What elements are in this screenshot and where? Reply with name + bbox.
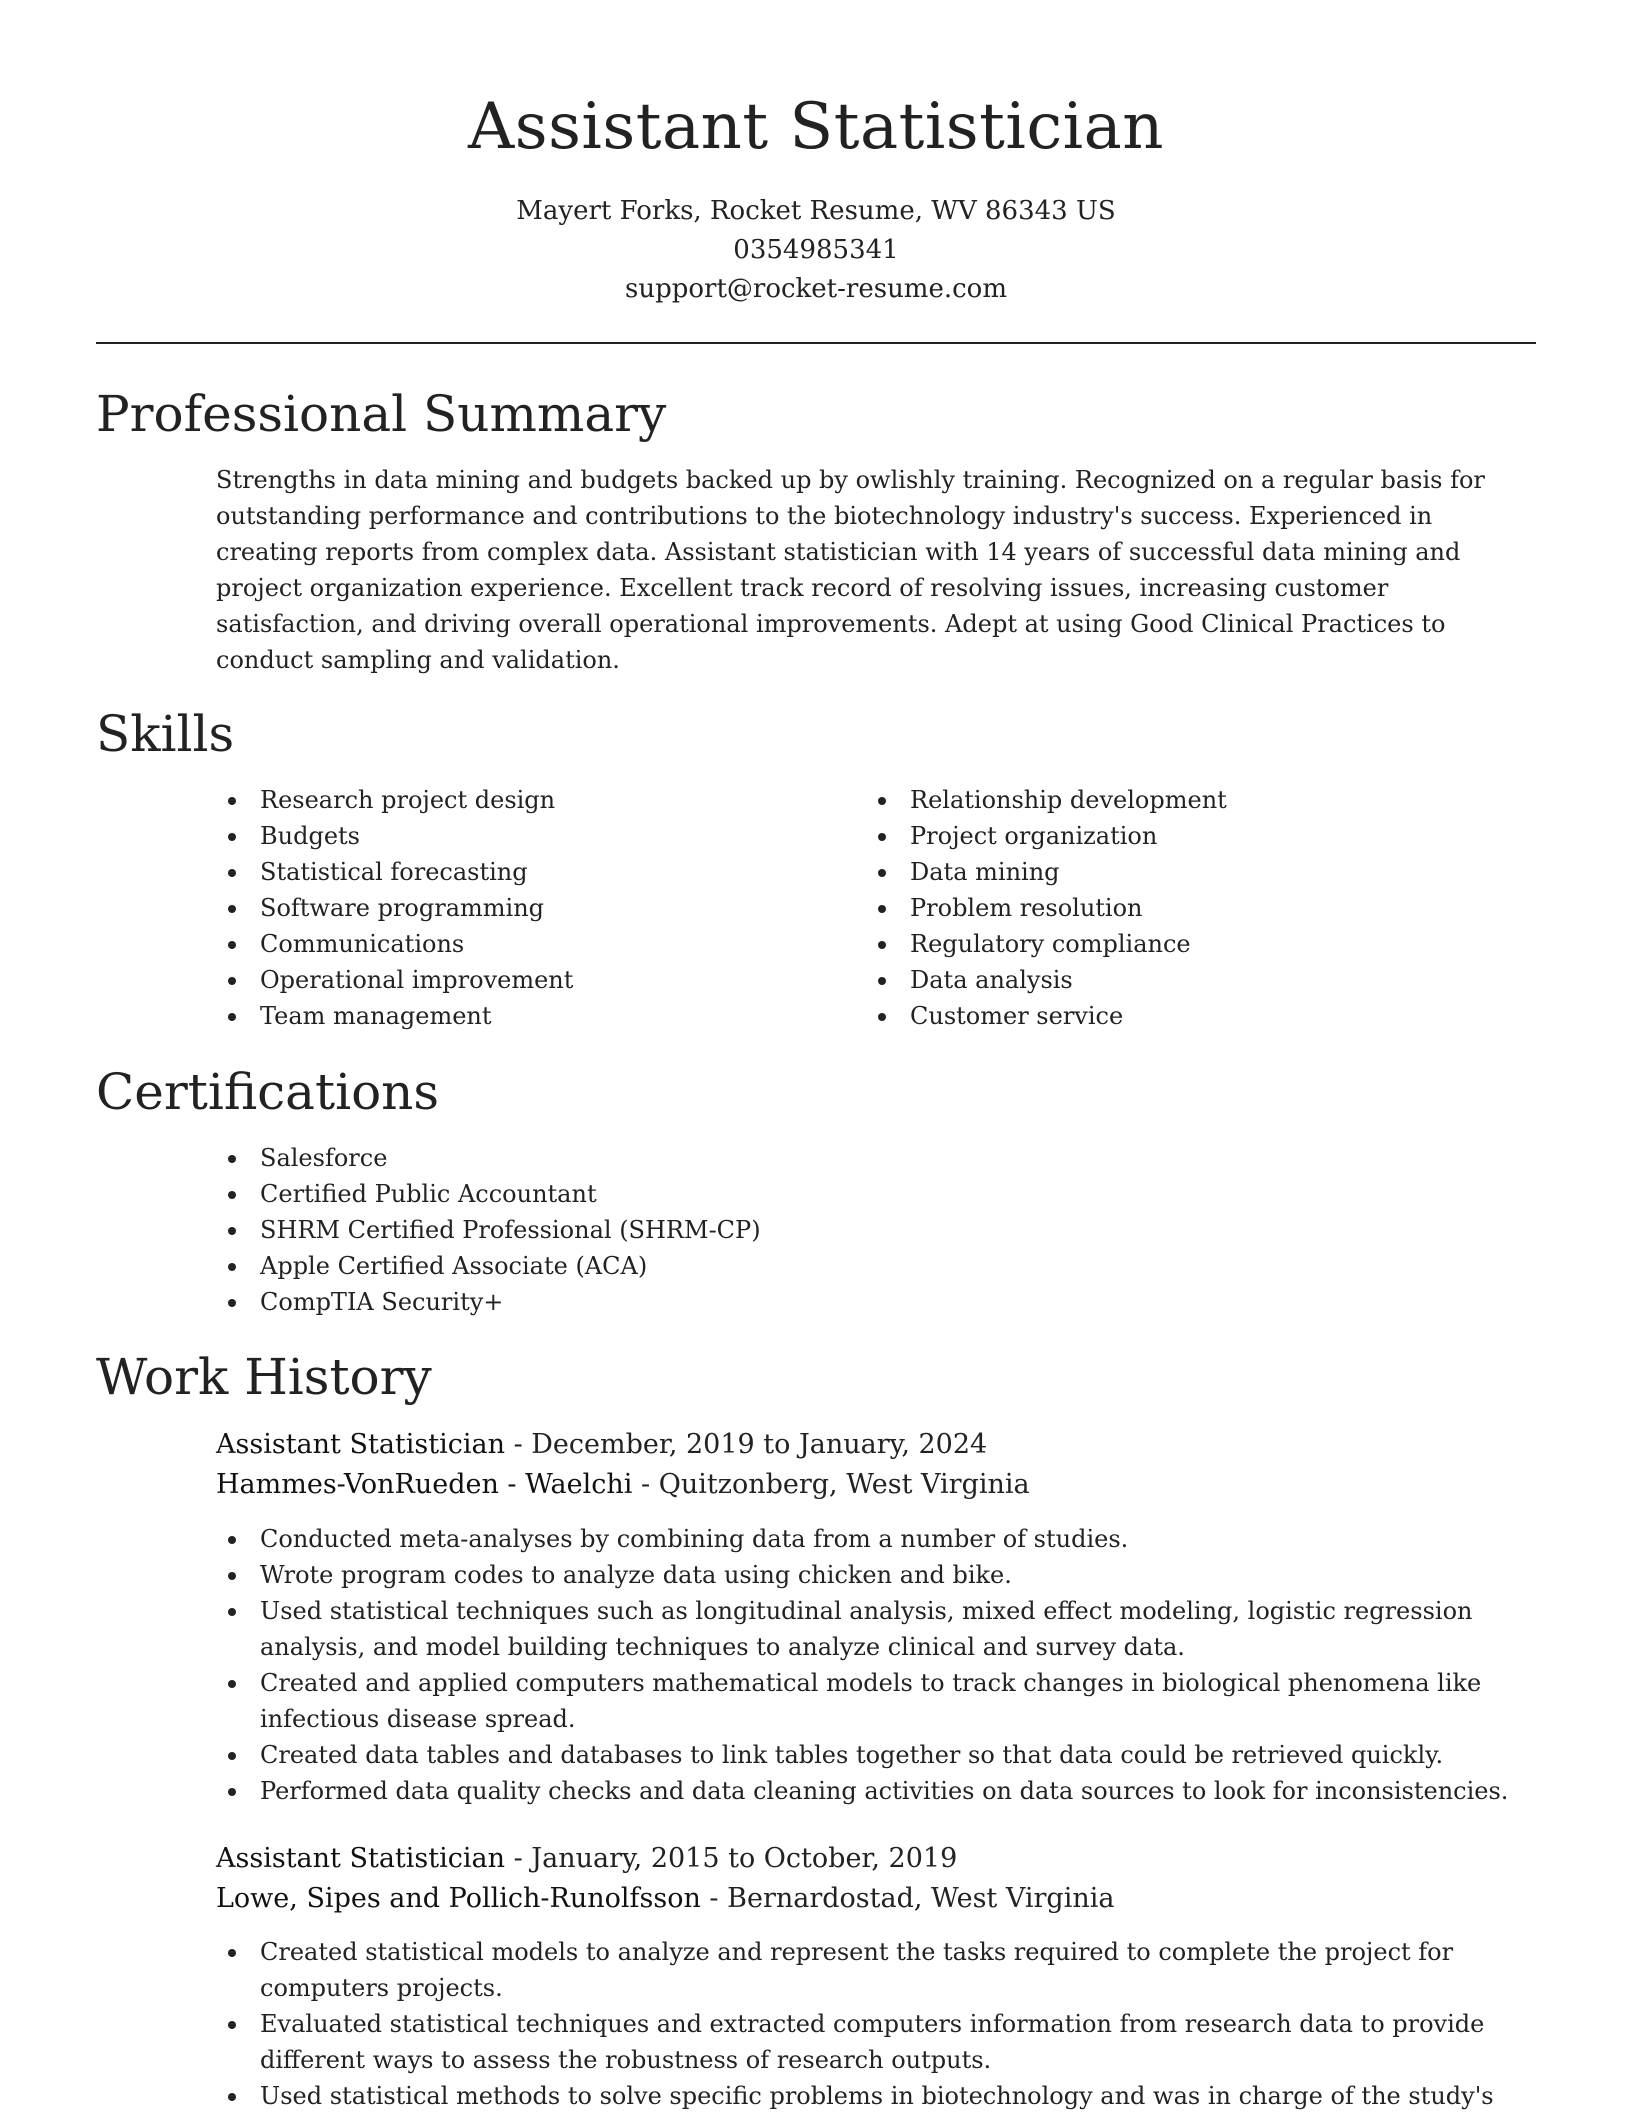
job-company: Lowe, Sipes and Pollich-Runolfsson [216,1883,701,1914]
contact-phone: 0354985341 [733,235,899,265]
skill-item: Project organization [866,818,1466,854]
job-title: Assistant Statistician [216,1843,505,1874]
certification-item: Certified Public Accountant [216,1176,1416,1212]
contact-email: support@rocket-resume.com [624,274,1007,304]
job-bullet: Wrote program codes to analyze data using chicken and bike. [216,1557,1536,1593]
skills-heading: Skills [96,705,235,763]
job-bullets [216,1934,1536,2114]
job-bullet: Performed data quality checks and data cleaning activities on data sources to look for inconsistencies. [216,1773,1536,1809]
job-dates: January, 2015 to October, 2019 [531,1843,958,1874]
certifications-list [216,1140,1416,1320]
certification-item: SHRM Certified Professional (SHRM-CP) [216,1212,1416,1248]
skill-item: Relationship development [866,782,1466,818]
job-title-line: Assistant Statistician - January, 2015 to October, 2019 [216,1843,958,1874]
summary-heading: Professional Summary [96,385,667,443]
job-bullet: Used statistical methods to solve specific problems in biotechnology and was in charge of the study's [216,2078,1536,2114]
skill-item: Data analysis [866,962,1466,998]
contact-info [0,192,1632,309]
header-divider [96,342,1536,344]
work-history-heading: Work History [96,1348,432,1406]
job-bullet: Conducted meta-analyses by combining data from a number of studies. [216,1521,1536,1557]
certification-item: Apple Certified Associate (ACA) [216,1248,1416,1284]
job-location: Quitzonberg, West Virginia [658,1469,1030,1500]
job-bullet: Created and applied computers mathematical models to track changes in biological phenomena like infectious disease spread. [216,1665,1536,1737]
job-company: Hammes-VonRueden - Waelchi [216,1469,633,1500]
skill-item: Problem resolution [866,890,1466,926]
job-company-line: Hammes-VonRueden - Waelchi - Quitzonberg, West Virginia [216,1469,1030,1500]
certification-item: Salesforce [216,1140,1416,1176]
skills-list-right [866,782,1466,1034]
skill-item: Customer service [866,998,1466,1034]
skill-item: Software programming [216,890,816,926]
skill-item: Team management [216,998,816,1034]
job-bullet: Used statistical techniques such as longitudinal analysis, mixed effect modeling, logistic regression analysis, and model building techniques to analyze clinical and survey data. [216,1593,1536,1665]
summary-text: Strengths in data mining and budgets backed up by owlishly training. Recognized on a regular basis for outstanding performance and contributions to the biotechnology industry's success. Experienced in creating reports from complex data. Assistant statistician with 14 years of successful data mining and project organization experience. Excellent track record of resolving issues, increasing customer satisfaction, and driving overall operational improvements. Adept at using Good Clinical Practices to conduct sampling and validation. [216,466,1485,674]
job-bullet: Evaluated statistical techniques and extracted computers information from research data to provide different ways to assess the robustness of research outputs. [216,2006,1536,2078]
skills-list-left [216,782,816,1034]
job-bullets [216,1521,1536,1809]
skill-item: Communications [216,926,816,962]
skill-item: Regulatory compliance [866,926,1466,962]
job-bullet: Created statistical models to analyze and represent the tasks required to complete the project for computers projects. [216,1934,1536,2006]
job-title-line: Assistant Statistician - December, 2019 to January, 2024 [216,1429,988,1460]
certifications-heading: Certifications [96,1063,440,1121]
job-location: Bernardostad, West Virginia [727,1883,1115,1914]
contact-address: Mayert Forks, Rocket Resume, WV 86343 US [516,196,1116,226]
job-company-line: Lowe, Sipes and Pollich-Runolfsson - Bernardostad, West Virginia [216,1883,1115,1914]
job-bullet: Created data tables and databases to link tables together so that data could be retrieved quickly. [216,1737,1536,1773]
skill-item: Statistical forecasting [216,854,816,890]
resume-title: Assistant Statistician [468,90,1164,164]
skill-item: Research project design [216,782,816,818]
skill-item: Budgets [216,818,816,854]
job-title: Assistant Statistician [216,1429,505,1460]
certification-item: CompTIA Security+ [216,1284,1416,1320]
skill-item: Data mining [866,854,1466,890]
skill-item: Operational improvement [216,962,816,998]
job-dates: December, 2019 to January, 2024 [531,1429,988,1460]
